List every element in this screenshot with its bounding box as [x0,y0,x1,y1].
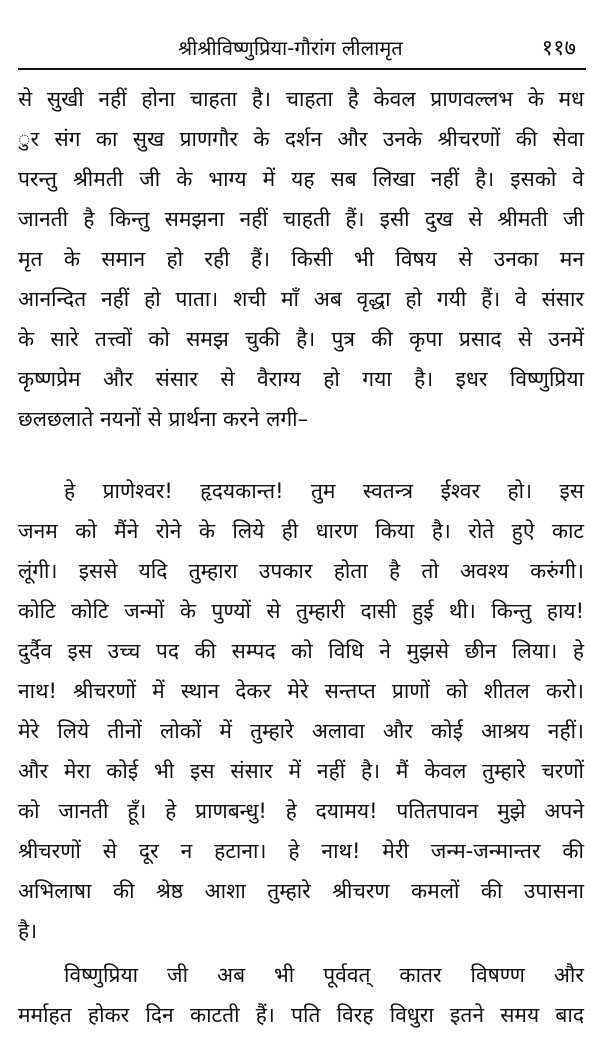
text-line: लूंगी। इससे यदि तुम्हारा उपकार होता है तो अवश्य करुंगी। [18,559,584,583]
text-line: मृत के समान हो रही हैं। किसी भी विषय से उनका मन [18,247,584,271]
text-line: के सारे तत्त्वों को समझ चुकी है। पुत्र की कृपा प्रसाद से उनमें [18,327,584,351]
text-line: विष्णुप्रिया जी अब भी पूर्ववत् कातर विषण्ण और [64,963,584,987]
text-line: और मेरा कोई भी इस संसार में नहीं है। मैं केवल तुम्हारे चरणों [18,759,584,783]
text-line: दुर्दैव इस उच्च पद की सम्पद को विधि ने मुझसे छीन लिया। हे [18,639,584,663]
text-line: अभिलाषा की श्रेष्ठ आशा तुम्हारे श्रीचरण कमलों की उपासना [18,879,584,903]
text-line: आनन्दित नहीं हो पाता। शची माँ अब वृद्धा हो गयी हैं। वे संसार [18,287,584,311]
text-line: है। [18,919,38,943]
text-line: जानती है किन्तु समझना नहीं चाहती हैं। इसी दुख से श्रीमती जी [18,207,584,231]
text-line: मर्माहत होकर दिन काटती हैं। पति विरह विधुरा इतने समय बाद [18,1003,584,1027]
text-line: से सुखी नहीं होना चाहता है। चाहता है केवल प्राणवल्लभ के मध [18,87,584,111]
page-number: ११७ [541,36,576,61]
text-line: परन्तु श्रीमती जी के भाग्य में यह सब लिखा नहीं है। इसको वे [18,167,584,191]
running-title: श्रीश्रीविष्णुप्रिया-गौरांग लीलामृत [178,36,403,60]
text-line: हे प्राणेश्वर! हृदयकान्त! तुम स्वतन्त्र ईश्वर हो। इस [64,479,584,503]
text-line: को जानती हूँ। हे प्राणबन्धु! हे दयामय! पतितपावन मुझे अपने [18,799,584,823]
text-line: छलछलाते नयनों से प्रार्थना करने लगी– [18,407,309,431]
text-line: कृष्णप्रेम और संसार से वैराग्य हो गया है। इधर विष्णुप्रिया [18,367,584,391]
header-rule [18,68,586,70]
text-line: ुर संग का सुख प्राणगौर के दर्शन और उनके श्रीचरणों की सेवा [18,127,584,151]
text-line: जनम को मैंने रोने के लिये ही धारण किया है। रोते हुऐ काट [18,519,584,543]
text-line: कोटि कोटि जन्मों के पुण्यों से तुम्हारी दासी हुई थी। किन्तु हाय! [18,599,584,623]
text-line: मेरे लिये तीनों लोकों में तुम्हारे अलावा और कोई आश्रय नहीं। [18,719,584,743]
text-line: नाथ! श्रीचरणों में स्थान देकर मेरे सन्तप्त प्राणों को शीतल करो। [18,679,584,703]
text-line: श्रीचरणों से दूर न हटाना। हे नाथ! मेरी जन्म-जन्मान्तर की [18,839,584,863]
page-header [18,28,582,68]
